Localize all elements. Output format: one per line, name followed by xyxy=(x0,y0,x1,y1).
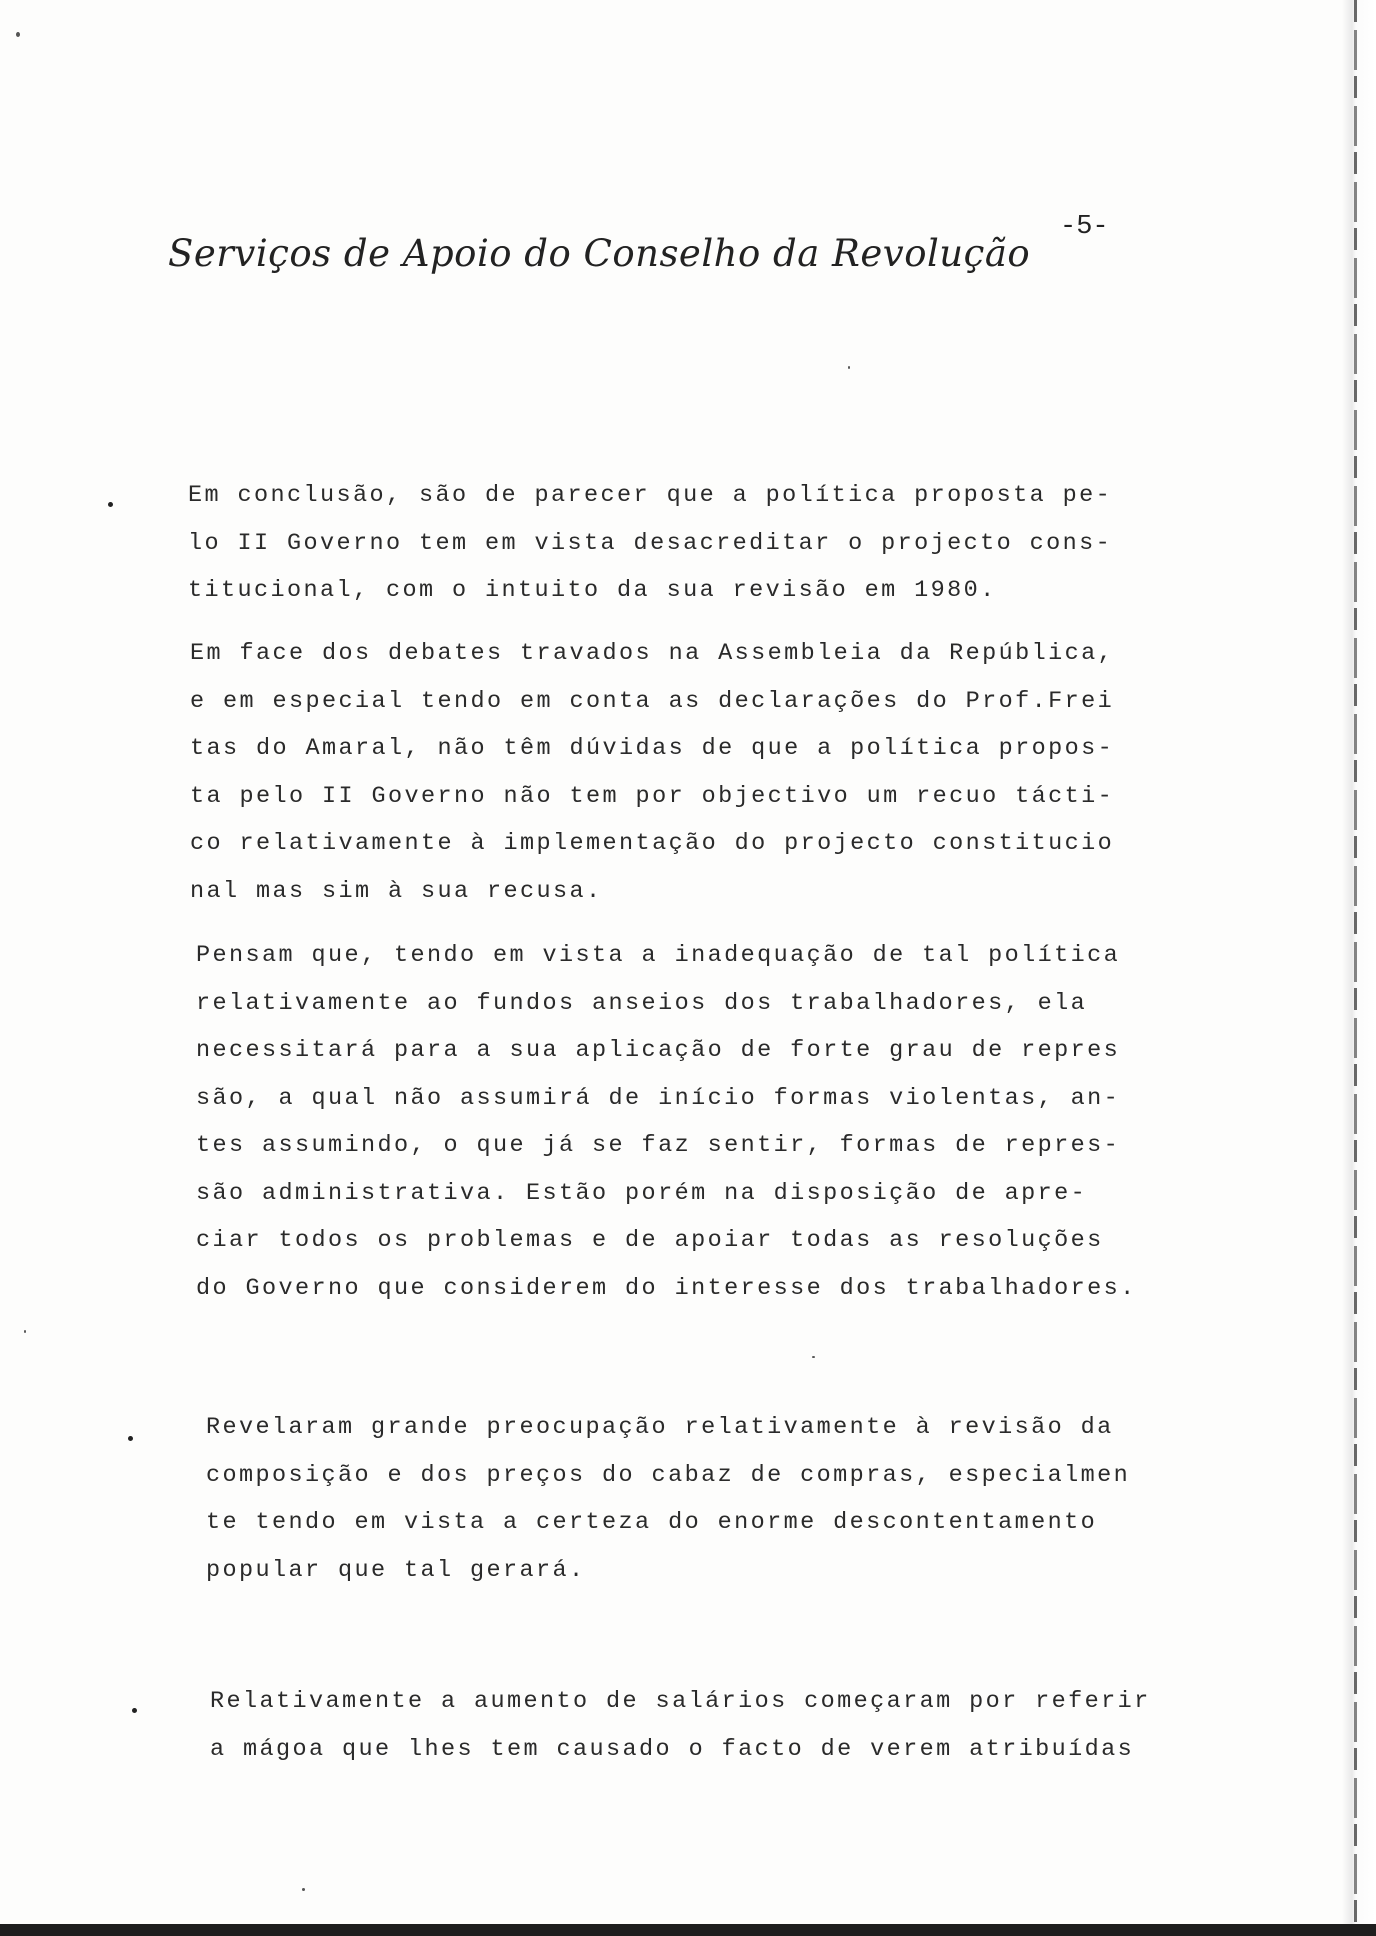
text-line: co relativamente à implementação do projecto constitucio xyxy=(190,830,1115,857)
scan-speck xyxy=(302,1888,305,1891)
text-line: relativamente ao fundos anseios dos trabalhadores, ela xyxy=(196,989,1088,1017)
letterhead: Serviços de Apoio do Conselho da Revolução xyxy=(168,232,1031,275)
text-line: titucional, com o intuito da sua revisão em 1980. xyxy=(188,577,997,604)
text-line: são, a qual não assumirá de início formas violentas, an- xyxy=(196,1084,1121,1112)
text-line: te tendo em vista a certeza do enorme descontentamento xyxy=(206,1509,1098,1536)
text-line: ciar todos os problemas e de apoiar todas as resoluções xyxy=(196,1227,1104,1254)
scan-speck xyxy=(24,1330,26,1333)
margin-dot xyxy=(128,1436,133,1441)
text-line: ta pelo II Governo não tem por objectivo um recuo tácti- xyxy=(190,782,1115,810)
margin-dot xyxy=(108,502,113,507)
scan-speck xyxy=(16,32,20,37)
text-line: composição e dos preços do cabaz de compras, especialmen xyxy=(206,1461,1131,1489)
page-number: -5- xyxy=(1060,212,1109,242)
scan-edge-line xyxy=(1354,0,1357,1936)
paragraph-3 xyxy=(196,932,1137,1312)
paragraph-5 xyxy=(210,1678,1151,1773)
scan-speck xyxy=(848,366,850,369)
text-line: Pensam que, tendo em vista a inadequação de tal política xyxy=(196,942,1121,969)
scan-right-edge xyxy=(1342,0,1376,1936)
margin-dot xyxy=(132,1708,137,1713)
text-line: e em especial tendo em conta as declarações do Prof.Frei xyxy=(190,687,1115,715)
text-line: popular que tal gerará. xyxy=(206,1556,586,1584)
text-line: Revelaram grande preocupação relativamente à revisão da xyxy=(206,1414,1114,1441)
text-line: Em face dos debates travados na Assembleia da República, xyxy=(190,640,1115,667)
paragraph-1 xyxy=(188,472,1112,615)
text-line: lo II Governo tem em vista desacreditar o projecto cons- xyxy=(188,529,1113,557)
text-line: são administrativa. Estão porém na disposição de apre- xyxy=(196,1179,1088,1207)
scan-speck xyxy=(812,1356,815,1358)
text-line: necessitará para a sua aplicação de forte grau de repres xyxy=(196,1037,1121,1064)
paragraph-2 xyxy=(190,630,1114,915)
text-line: tes assumindo, o que já se faz sentir, formas de repres- xyxy=(196,1132,1121,1159)
text-line: tas do Amaral, não têm dúvidas de que a política propos- xyxy=(190,735,1115,762)
text-line: nal mas sim à sua recusa. xyxy=(190,877,603,905)
text-line: Relativamente a aumento de salários começaram por referir xyxy=(210,1688,1151,1715)
text-line: do Governo que considerem do interesse dos trabalhadores. xyxy=(196,1274,1137,1302)
text-line: a mágoa que lhes tem causado o facto de verem atribuídas xyxy=(210,1735,1135,1763)
text-line: Em conclusão, são de parecer que a política proposta pe- xyxy=(188,482,1113,509)
paragraph-4 xyxy=(206,1404,1130,1594)
scan-bottom-edge xyxy=(0,1924,1376,1936)
